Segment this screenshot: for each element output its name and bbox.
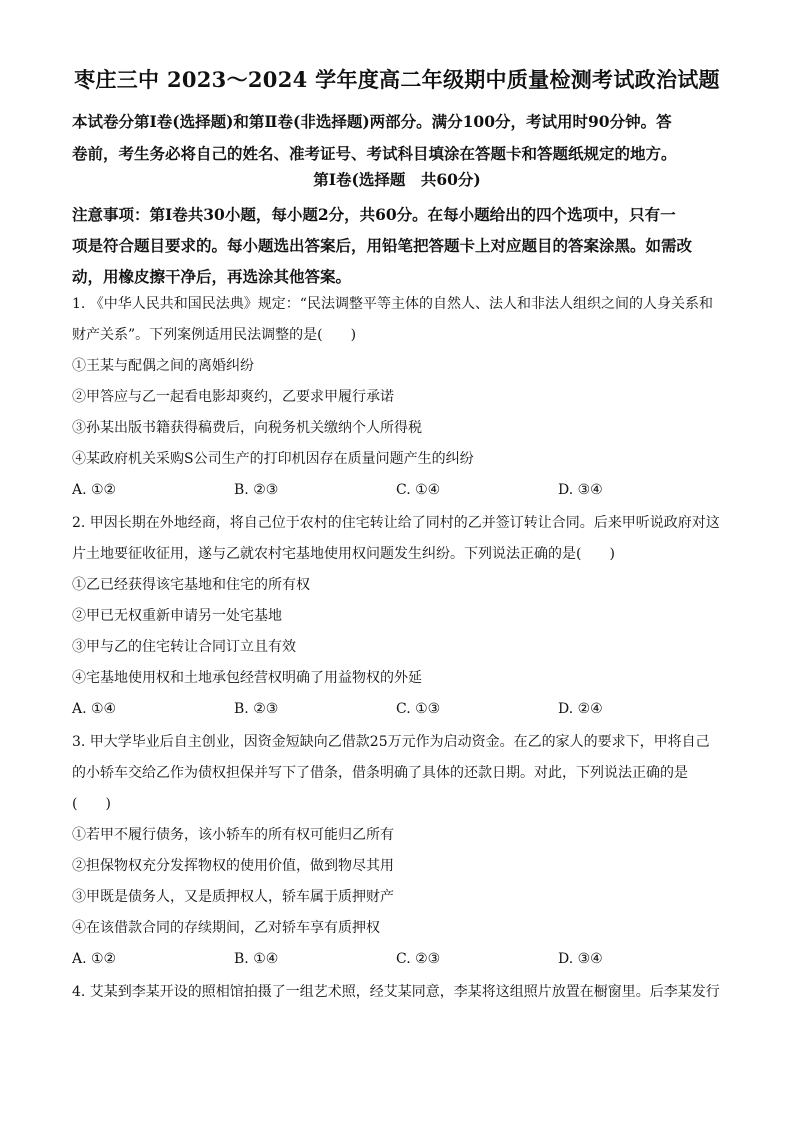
- question-item: ②甲已无权重新申请另一处宅基地: [72, 608, 282, 624]
- option-b: B. ①④: [234, 951, 279, 967]
- question-item: ②甲答应与乙一起看电影却爽约，乙要求甲履行承诺: [72, 389, 394, 405]
- exam-intro: [72, 106, 724, 170]
- question-item: ①王某与配偶之间的离婚纠纷: [72, 358, 254, 374]
- question-stem-line: 片土地要征收征用，遂与乙就农村宅基地使用权问题发生纠纷。下列说法正确的是( ): [72, 546, 615, 562]
- option-d: D. ③④: [558, 482, 603, 498]
- question-3: [72, 727, 724, 975]
- option-d: D. ②④: [558, 701, 603, 717]
- option-a: A. ①②: [72, 951, 117, 967]
- question-1: [72, 289, 724, 506]
- question-stem-line: 3. 甲大学毕业后自主创业，因资金短缺向乙借款25万元作为启动资金。在乙的家人的要求下，甲将自己: [72, 734, 710, 750]
- option-d: D. ③④: [558, 951, 603, 967]
- option-a: A. ①②: [72, 482, 117, 498]
- question-stem-line: 2. 甲因长期在外地经商，将自己位于农村的住宅转让给了同村的乙并签订转让合同。后来甲听说政府对这: [72, 515, 720, 531]
- option-c: C. ①④: [396, 482, 441, 498]
- notice-line: 注意事项：第Ⅰ卷共30小题，每小题2分，共60分。在每小题给出的四个选项中，只有一: [72, 205, 676, 224]
- notice-line: 项是符合题目要求的。每小题选出答案后，用铅笔把答题卡上对应题目的答案涂黑。如需改: [72, 236, 693, 255]
- question-item: ③甲既是债务人，又是质押权人，轿车属于质押财产: [72, 889, 394, 905]
- question-item: ③孙某出版书籍获得稿费后，向税务机关缴纳个人所得税: [72, 420, 422, 436]
- question-item: ①若甲不履行债务，该小轿车的所有权可能归乙所有: [72, 827, 394, 843]
- answer-options: [72, 694, 724, 725]
- question-stem-line: ( ): [72, 796, 111, 812]
- intro-line: 卷前，考生务必将自己的姓名、准考证号、考试科目填涂在答题卡和答题纸规定的地方。: [72, 144, 677, 163]
- question-item: ②担保物权充分发挥物权的使用价值，做到物尽其用: [72, 858, 394, 874]
- option-b: B. ②③: [234, 482, 279, 498]
- exam-title: 枣庄三中 2023～2024 学年度高二年级期中质量检测考试政治试题: [74, 67, 720, 92]
- notice-line: 动，用橡皮擦干净后，再选涂其他答案。: [72, 267, 352, 286]
- question-4: [72, 977, 724, 1008]
- question-item: ④宅基地使用权和土地承包经营权明确了用益物权的外延: [72, 670, 422, 686]
- notice: [72, 199, 724, 292]
- answer-options: [72, 475, 724, 506]
- question-item: ④在该借款合同的存续期间，乙对轿车享有质押权: [72, 920, 380, 936]
- option-a: A. ①④: [72, 701, 117, 717]
- question-item: ①乙已经获得该宅基地和住宅的所有权: [72, 577, 310, 593]
- question-stem-line: 4. 艾某到李某开设的照相馆拍摄了一组艺术照，经艾某同意，李某将这组照片放置在橱窗里。后李某发行: [72, 984, 720, 1000]
- option-c: C. ②③: [396, 951, 441, 967]
- question-item: ③甲与乙的住宅转让合同订立且有效: [72, 639, 296, 655]
- question-stem-line: 的小轿车交给乙作为债权担保并写下了借条，借条明确了具体的还款日期。对此，下列说法正确的是: [72, 765, 688, 781]
- section-heading: 第Ⅰ卷(选择题 共60分): [313, 170, 481, 189]
- option-b: B. ②③: [234, 701, 279, 717]
- question-stem-line: 财产关系”。下列案例适用民法调整的是( ): [72, 327, 357, 343]
- question-stem-line: 1. 《中华人民共和国民法典》规定：“民法调整平等主体的自然人、法人和非法人组织之间的人身关系和: [72, 296, 713, 312]
- question-2: [72, 508, 724, 725]
- answer-options: [72, 944, 724, 975]
- option-c: C. ①③: [396, 701, 441, 717]
- question-item: ④某政府机关采购S公司生产的打印机因存在质量问题产生的纠纷: [72, 451, 474, 467]
- intro-line: 本试卷分第Ⅰ卷(选择题)和第Ⅱ卷(非选择题)两部分。满分100分，考试用时90分钟。答: [72, 112, 672, 131]
